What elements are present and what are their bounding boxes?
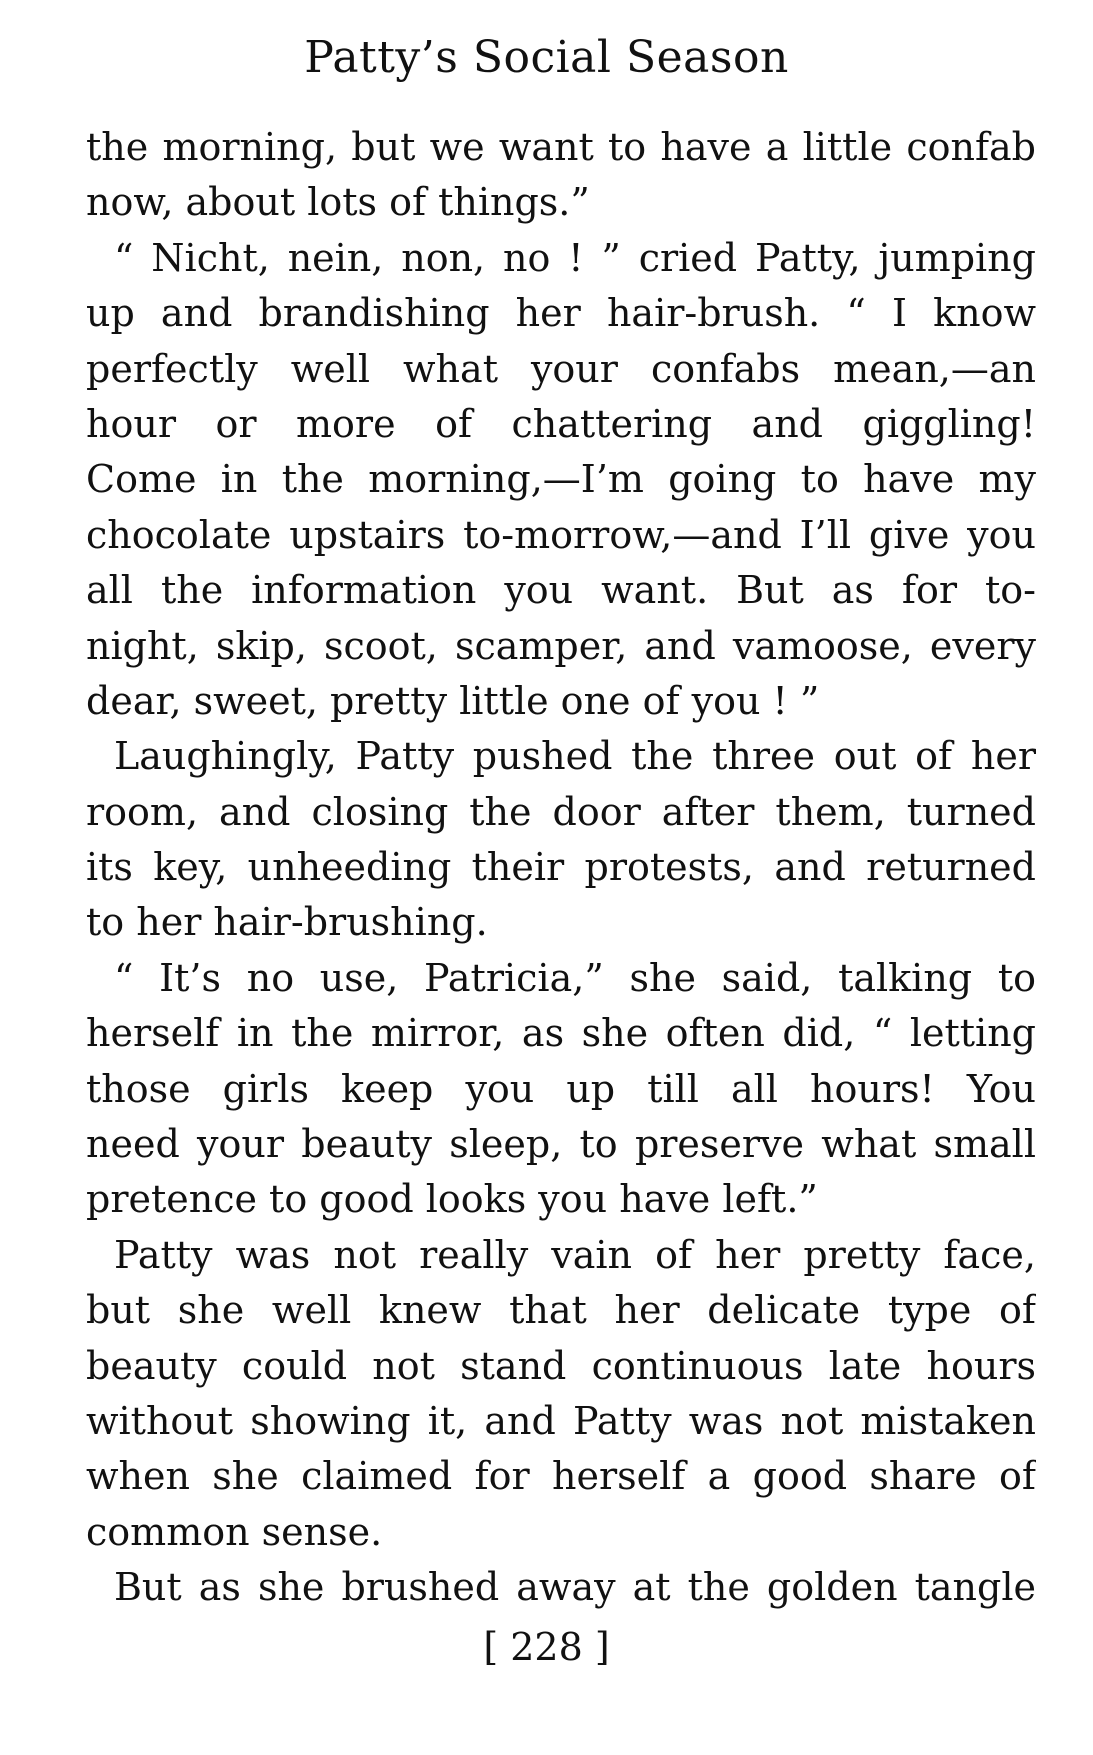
running-head: Patty’s Social Season: [304, 32, 789, 83]
text-line: night, skip, scoot, scamper, and vamoose, every: [86, 623, 1036, 668]
text-line: pretence to good looks you have left.”: [86, 1177, 818, 1222]
text-line: the morning, but we want to have a little confab: [86, 125, 1036, 169]
text-line: Come in the morning,—I’m going to have my: [86, 457, 1036, 502]
text-line: Patty was not really vain of her pretty face,: [114, 1232, 1036, 1277]
text-line: Laughingly, Patty pushed the three out of her: [114, 734, 1036, 779]
text-line: its key, unheeding their protests, and returned: [86, 845, 1036, 890]
text-line: chocolate upstairs to-morrow,—and I’ll give you: [86, 512, 1036, 557]
text-line: without showing it, and Patty was not mistaken: [86, 1398, 1036, 1443]
text-line: room, and closing the door after them, turned: [86, 789, 1036, 834]
text-line: to her hair-brushing.: [86, 900, 488, 945]
text-line: up and brandishing her hair-brush. “ I know: [86, 291, 1036, 336]
text-line: those girls keep you up till all hours! You: [86, 1066, 1036, 1111]
text-line: “ It’s no use, Patricia,” she said, talking to: [114, 955, 1036, 1000]
text-line: perfectly well what your confabs mean,—an: [86, 346, 1036, 391]
text-line: “ Nicht, nein, non, no ! ” cried Patty, jumping: [114, 235, 1036, 280]
text-line: when she claimed for herself a good share of: [86, 1454, 1036, 1499]
text-line: but she well knew that her delicate type of: [86, 1288, 1036, 1333]
text-line: herself in the mirror, as she often did, “ letting: [86, 1011, 1036, 1056]
page-number: [ 228 ]: [483, 1625, 610, 1669]
text-line: dear, sweet, pretty little one of you ! ”: [86, 678, 820, 723]
text-line: hour or more of chattering and giggling!: [86, 401, 1036, 446]
text-line: now, about lots of things.”: [86, 180, 590, 225]
text-line: need your beauty sleep, to preserve what small: [86, 1122, 1036, 1167]
text-line: But as she brushed away at the golden tangle: [114, 1565, 1036, 1610]
text-line: common sense.: [86, 1509, 383, 1554]
text-line: all the information you want. But as for to-: [86, 568, 1036, 613]
text-line: beauty could not stand continuous late hours: [86, 1343, 1036, 1388]
body-text: [86, 120, 1036, 1616]
